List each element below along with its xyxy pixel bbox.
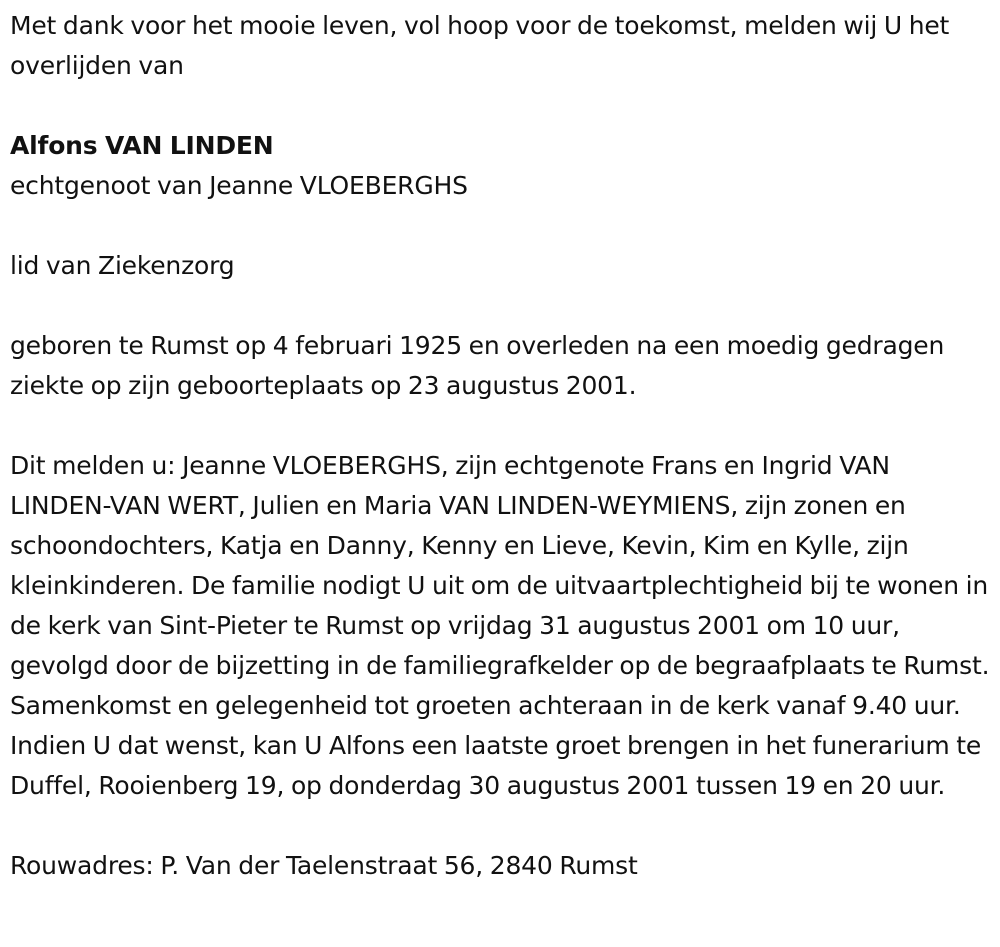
announcement-paragraph: Dit melden u: Jeanne VLOEBERGHS, zijn echtgenote Frans en Ingrid VAN LINDEN-VAN WERT, Julien en Maria VAN LINDEN-WEYMIENS, zijn zonen en schoondochters, Katja en Danny, Kenny en Lieve, Kevin, Kim en Kylle, zijn kleinkinderen. De familie nodigt U uit om de uitvaartplechtigheid bij te wonen in de kerk van Sint-Pieter te Rumst op vrijdag 31 augustus 2001 om 10 uur, gevolgd door de bijzetting in de familiegrafkelder op de begraafplaats te Rumst. Samenkomst en gelegenheid tot groeten achteraan in de kerk vanaf 9.40 uur. Indien U dat wenst, kan U Alfons een laatste groet brengen in het funerarium te Duffel, Rooienberg 19, op donderdag 30 augustus 2001 tussen 19 en 20 uur. <box>10 451 990 800</box>
spacer <box>10 86 995 126</box>
spacer <box>10 206 995 246</box>
membership-line: lid van Ziekenzorg <box>10 251 235 280</box>
spacer <box>10 806 995 846</box>
death-notice <box>10 6 995 886</box>
deceased-name: Alfons VAN LINDEN <box>10 131 274 160</box>
mourning-address: Rouwadres: P. Van der Taelenstraat 56, 2840 Rumst <box>10 851 638 880</box>
spacer <box>10 286 995 326</box>
intro-paragraph: Met dank voor het mooie leven, vol hoop voor de toekomst, melden wij U het overlijden van <box>10 11 950 80</box>
spouse-line: echtgenoot van Jeanne VLOEBERGHS <box>10 171 468 200</box>
spacer <box>10 406 995 446</box>
birth-death-paragraph: geboren te Rumst op 4 februari 1925 en overleden na een moedig gedragen ziekte op zijn geboorteplaats op 23 augustus 2001. <box>10 331 945 400</box>
